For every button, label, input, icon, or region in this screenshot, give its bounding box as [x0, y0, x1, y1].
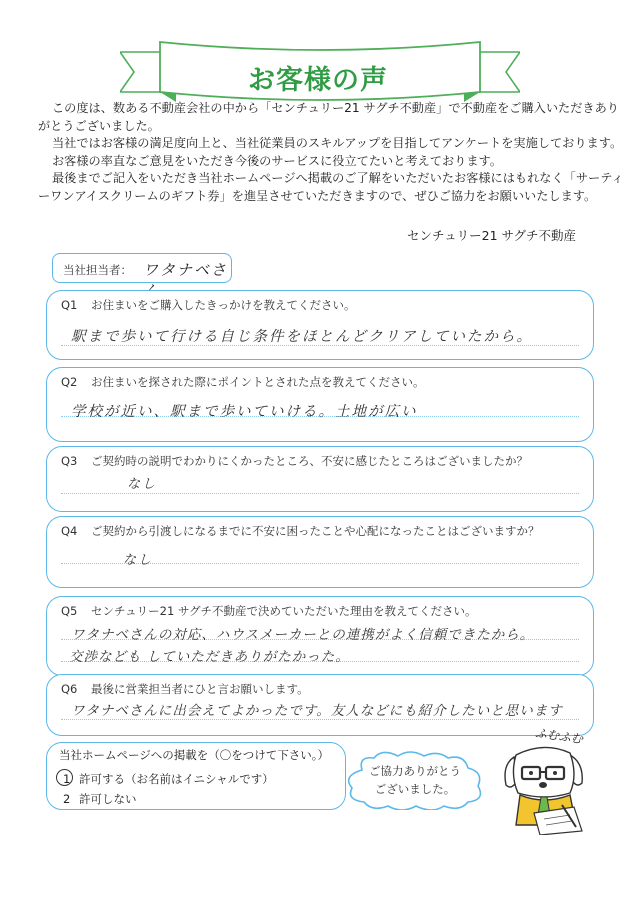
- handwritten-answer: 駅まで歩いて行ける自じ条件をほとんどクリアしていたから。: [71, 329, 533, 345]
- consent-option-allow[interactable]: 1 許可する（お名前はイニシャルです）: [63, 772, 274, 786]
- question-box-q4: [46, 516, 594, 588]
- staff-name-handwritten: ワタナベさ: [143, 261, 228, 279]
- handwritten-answer: なし: [127, 477, 158, 492]
- question-label: Q4 ご契約から引渡しになるまでに不安に困ったことや心配になったことはございますか？: [61, 524, 540, 538]
- mascot-dog-icon: [500, 735, 590, 835]
- question-box-q5: [46, 596, 594, 676]
- intro-paragraph: この度は、数ある不動産会社の中から「センチュリー21 サグチ不動産」で不動産をご購入いただきありがとうございました。: [38, 101, 619, 133]
- thanks-message: ご協力ありがとう ございました。: [369, 764, 461, 796]
- staff-label: 当社担当者：: [63, 263, 132, 277]
- staff-field: [52, 253, 232, 283]
- consent-option-deny[interactable]: 2 許可しない: [63, 792, 137, 806]
- handwritten-answer: 交渉なども していただきありがたかった。: [69, 649, 350, 665]
- answer-line: [61, 719, 579, 720]
- question-box-q2: [46, 367, 594, 442]
- handwritten-answer: なし: [123, 553, 154, 568]
- question-label: Q5 センチュリー21 サグチ不動産で決めていただいた理由を教えてください。: [61, 604, 477, 618]
- question-box-q1: [46, 290, 594, 360]
- company-signature: センチュリー21 サグチ不動産: [406, 228, 576, 243]
- question-label: Q2 お住まいを探された際にポイントとされた点を教えてください。: [61, 375, 425, 389]
- question-box-q3: [46, 446, 594, 512]
- intro-paragraph: お客様の率直なご意見をいただき今後のサービスに役立てたいと考えております。: [52, 153, 502, 168]
- handwritten-answer: ワタナベさんに出会えてよかったです。友人などにも紹介したいと思います: [71, 703, 563, 719]
- intro-paragraph: 当社ではお客様の満足度向上と、当社従業員のスキルアップを目指してアンケートを実施しております。: [52, 136, 623, 150]
- consent-title: 当社ホームページへの掲載を（〇をつけて下さい。）: [59, 748, 330, 762]
- page-title: お客様の声: [248, 65, 388, 96]
- answer-line: [61, 493, 579, 494]
- handwritten-answer: 学校が近い、駅まで歩いていける。土地が広い: [71, 404, 418, 420]
- intro-text: [38, 100, 628, 205]
- mascot-sound-text: ふむふむ: [534, 725, 584, 747]
- question-label: Q3 ご契約時の説明でわかりにくかったところ、不安に感じたところはございましたか？: [61, 454, 528, 468]
- website-consent-box: [46, 742, 346, 810]
- intro-paragraph: 最後までご記入をいただき当社ホームページへ掲載のご了解をいただいたお客様にはもれなく「サーティーワンアイスクリームのギフト券」を進呈させていただきますので、ぜひご協力をお願いいたします。: [38, 171, 624, 203]
- question-label: Q1 お住まいをご購入したきっかけを教えてください。: [61, 298, 356, 312]
- question-label: Q6 最後に営業担当者にひと言お願いします。: [61, 682, 309, 696]
- handwritten-answer: ワタナベさんの対応、ハウスメーカーとの連携がよく信頼できたから。: [71, 627, 535, 643]
- question-box-q6: [46, 674, 594, 736]
